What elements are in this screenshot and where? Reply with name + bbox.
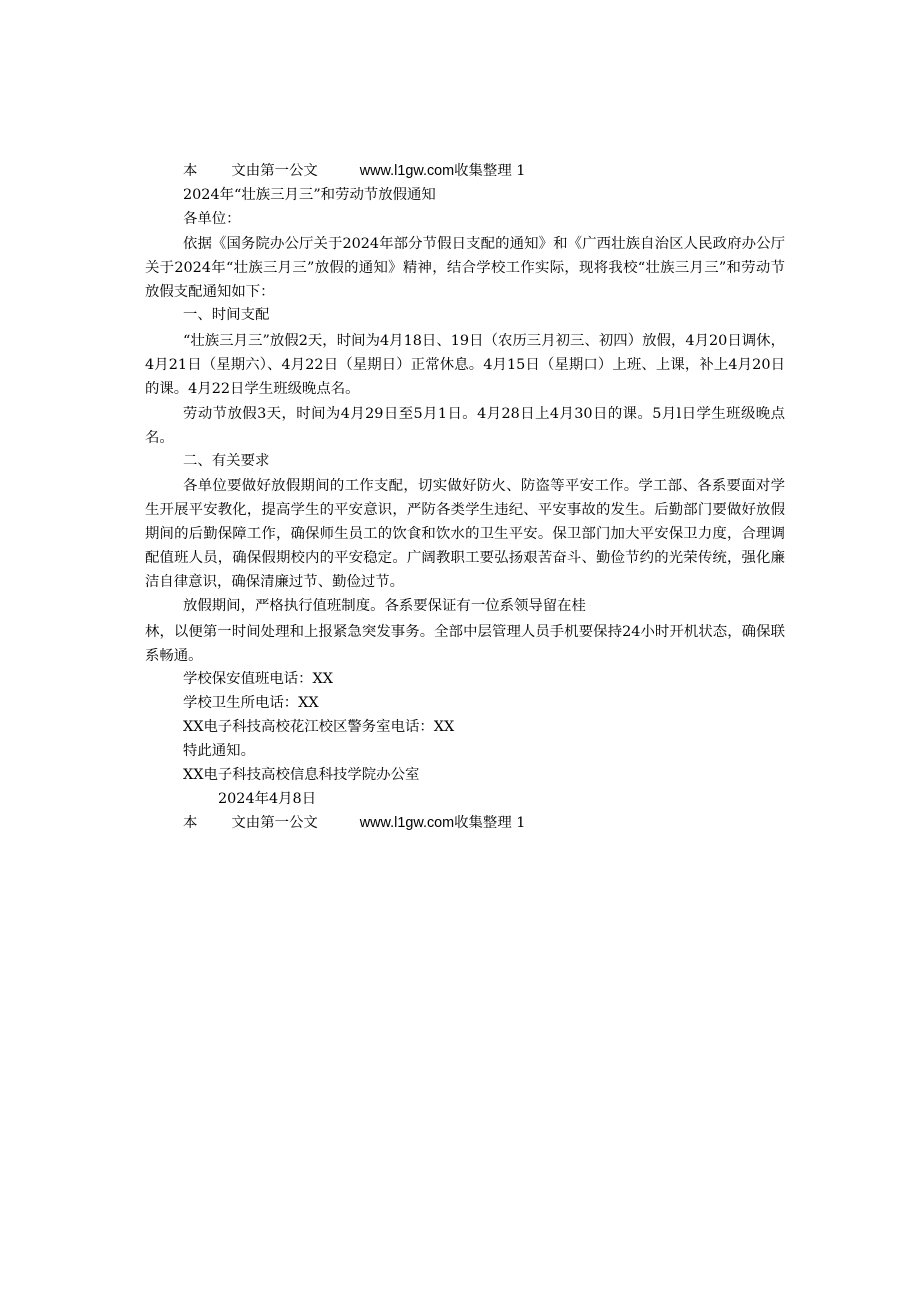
- header-url: www.l1gw.com: [359, 163, 455, 179]
- header-source: 文由第一公文: [231, 163, 318, 179]
- phone-clinic: 学校卫生所电话：XX: [183, 695, 319, 711]
- footer-char: 本: [183, 815, 198, 831]
- section2-paragraph-2-rest: 林，以便第一时间处理和上报紧急突发事务。全部中层管理人员手机要保持24小时开机状态，确保联系畅通。: [145, 624, 785, 664]
- salutation: 各单位：: [183, 211, 241, 227]
- document-title: 2024年“壮族三月三”和劳动节放假通知: [183, 187, 436, 203]
- section2-paragraph-2-line1: 放假期间，严格执行值班制度。各系要保证有一位系领导留在桂: [183, 598, 586, 614]
- phone-security: 学校保安值班电话：XX: [183, 671, 334, 687]
- closing-line: 特此通知。: [183, 743, 255, 759]
- header-suffix: 收集整理 1: [454, 163, 526, 179]
- header-char: 本: [183, 163, 198, 179]
- section2-heading: 二、有关要求: [183, 453, 270, 469]
- signature: XX电子科技高校信息科技学院办公室: [183, 767, 420, 783]
- page-header: [183, 161, 525, 181]
- footer-suffix: 收集整理 1: [454, 815, 526, 831]
- footer-url: www.l1gw.com: [359, 815, 455, 831]
- section2-paragraph-1: 各单位要做好放假期间的工作支配，切实做好防火、防盗等平安工作。学工部、各系要面对学生开展平安教化，提高学生的平安意识，严防各类学生违纪、平安事故的发生。后勤部门要做好放假期间的后勤保障工作，确保师生员工的饮食和饮水的卫生平安。保卫部门加大平安保卫力度，合理调配值班人员，确保假期校内的平安稳定。广阔教职工要弘扬艰苦奋斗、勤俭节约的光荣传统，强化廉洁自律意识，确保清廉过节、勤俭过节。: [145, 478, 785, 590]
- page-footer: [183, 813, 525, 833]
- document-date: 2024年4月8日: [218, 791, 317, 807]
- phone-police: XX电子科技高校花江校区警务室电话：XX: [183, 719, 455, 735]
- intro-paragraph: 依据《国务院办公厅关于2024年部分节假日支配的通知》和《广西壮族自治区人民政府办公厅关于2024年“壮族三月三”放假的通知》精神，结合学校工作实际，现将我校“壮族三月三”和劳动节放假支配通知如下：: [145, 236, 785, 300]
- section1-paragraph-2: 劳动节放假3天，时间为4月29日至5月1日。4月28日上4月30日的课。5月l日学生班级晚点名。: [145, 406, 785, 446]
- section1-heading: 一、时间支配: [183, 307, 270, 323]
- section1-paragraph-1: “壮族三月三”放假2天，时间为4月18日、19日（农历三月初三、初四）放假，4月20日调休，4月21日（星期六）、4月22日（星期日）正常休息。4月15日（星期口）上班、上课，补上4月20日的课。4月22日学生班级晚点名。: [145, 333, 786, 397]
- footer-source: 文由第一公文: [231, 815, 318, 831]
